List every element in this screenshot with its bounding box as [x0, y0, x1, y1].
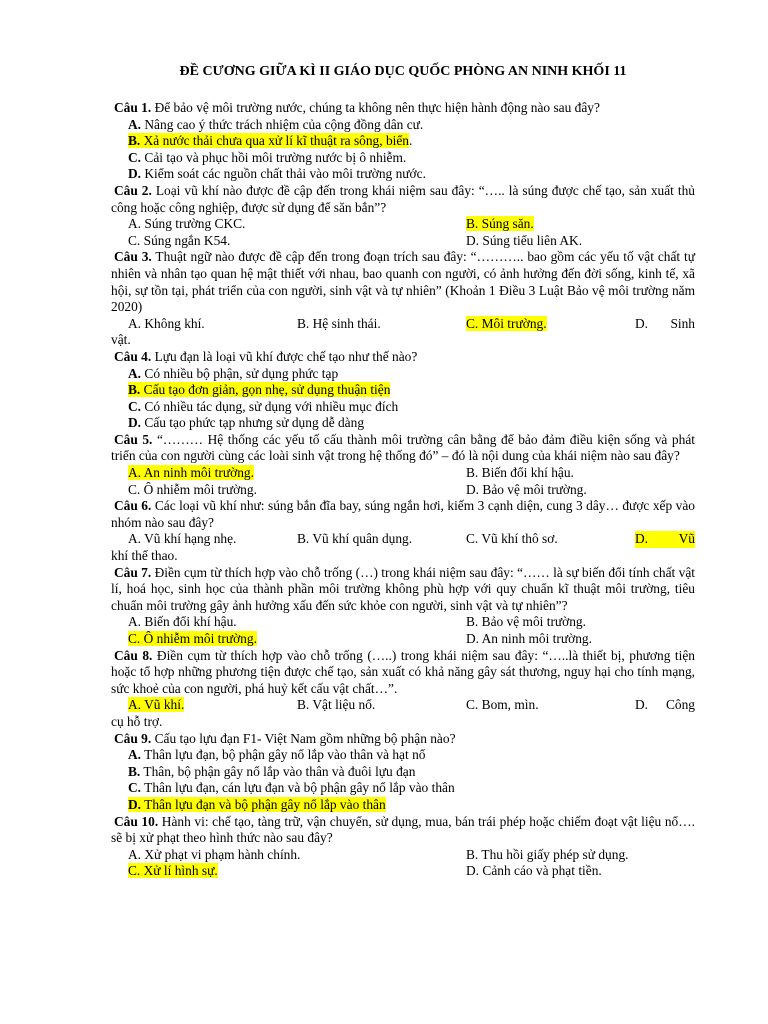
option-d: D. Kiểm soát các nguồn chất thải vào môi trường nước.: [128, 166, 426, 182]
question-2: [111, 183, 695, 249]
question-stem: [111, 731, 695, 748]
question-8: [111, 648, 695, 731]
options-row: [111, 847, 695, 864]
answer-highlight: B. Xả nước thải chưa qua xử lí kĩ thuật ra sông, biển: [128, 133, 409, 149]
option-b: B. Vật liệu nổ.: [297, 697, 376, 713]
option-c-correct: [128, 631, 466, 648]
question-6: [111, 498, 695, 564]
question-label: Câu 4.: [114, 348, 152, 364]
option-d: D. Bảo vệ môi trường.: [466, 481, 587, 497]
options-row: [111, 531, 695, 548]
option-b: B. Thu hồi giấy phép sử dụng.: [466, 846, 629, 862]
option-d: D. Sinh: [635, 315, 695, 331]
option-a: A. Súng trường CKC.: [128, 216, 246, 232]
option-a: A. Nâng cao ý thức trách nhiệm của cộng đồng dân cư.: [128, 116, 424, 132]
option-a: A. Có nhiều bộ phận, sử dụng phức tạp: [128, 365, 339, 381]
option-d: D. Công: [635, 697, 695, 713]
option-c: C. Ô nhiễm môi trường.: [128, 481, 257, 497]
option-c: C. Thân lựu đạn, cán lựu đạn và bộ phận gây nổ lắp vào thân: [128, 780, 455, 796]
option-a: A. Biến đổi khí hậu.: [128, 614, 237, 630]
options-row: [111, 465, 695, 482]
question-label: Câu 6.: [114, 498, 152, 514]
option-a-correct: [128, 465, 466, 482]
option-d-wrap: cụ hỗ trợ.: [111, 713, 163, 729]
question-text: Cấu tạo lựu đạn F1- Việt Nam gồm những bộ phận nào?: [151, 730, 456, 746]
question-9: [111, 731, 695, 814]
question-stem: [111, 432, 695, 465]
question-7: [111, 565, 695, 648]
answer-highlight: C. Môi trường.: [466, 315, 547, 331]
question-stem: [111, 183, 695, 216]
question-label: Câu 9.: [114, 730, 152, 746]
question-text: Thuật ngữ nào được đề cập đến trong đoạn trích sau đây: “……….. bao gồm các yếu tố vật chất tự nhiên và nhân tạo quan hệ mật thiết với nhau, bao quanh con người, có ảnh hưởng đến đời sống, kinh tế, xã hội, sự tồn tại, phát triển của con người, sinh vật và tự nhiên” (Khoản 1 Điều 3 Luật Bảo vệ môi trường năm 2020): [111, 249, 695, 315]
question-text: Điền cụm từ thích hợp vào chỗ trống (…..) trong khái niệm sau đây: “…..là thiết bị, phương tiện hoặc tổ hợp những phương tiện được chế tạo, sản xuất có khả năng gây sát thương, nguy hại cho tính mạng, sức khoẻ của con người, phá huỷ kết cấu vật chất…”.: [111, 647, 695, 696]
question-text: Để bảo vệ môi trường nước, chúng ta không nên thực hiện hành động nào sau đây?: [151, 100, 600, 115]
option-a: A. Không khí.: [128, 315, 205, 331]
option-c: C. Có nhiều tác dụng, sử dụng với nhiều mục đích: [128, 398, 399, 414]
options-row: [111, 233, 695, 250]
options-row: [111, 316, 695, 333]
option-c-correct: [128, 863, 466, 880]
option-b: B. Hệ sinh thái.: [297, 315, 381, 331]
option-d-correct: D. Vũ: [635, 531, 695, 547]
option-d-correct: [111, 797, 695, 814]
question-label: Câu 8.: [114, 647, 153, 663]
question-3: [111, 249, 695, 349]
option-d: D. Cấu tạo phức tạp nhưng sử dụng dễ dàng: [128, 415, 365, 431]
question-text: Hành vi: chế tạo, tàng trữ, vận chuyển, sử dụng, mua, bán trái phép hoặc chiếm đoạt vật liệu nổ…. sẽ bị xử phạt theo hình thức nào sau đây?: [111, 813, 695, 846]
question-label: Câu 2.: [114, 182, 152, 198]
option-c: C. Bom, mìn.: [466, 697, 539, 713]
question-label: Câu 1.: [114, 100, 152, 115]
option-b-correct: [466, 216, 534, 233]
answer-highlight: A. An ninh môi trường.: [128, 465, 254, 481]
question-text: Loại vũ khí nào được đề cập đến trong khái niệm sau đây: “….. là súng được chế tạo, sản xuất thủ công hoặc công nghiệp, được sử dụng để săn bắn”?: [111, 182, 695, 215]
question-1: [111, 100, 695, 183]
question-stem: [111, 249, 695, 315]
question-text: Điền cụm từ thích hợp vào chỗ trống (…) trong khái niệm sau đây: “…… là sự biến đổi tính chất vật lí, hoá học, sinh học của thành phần môi trường không phù hợp với quy chuẩn kĩ thuật môi trường, tiêu chuẩn môi trường gây ảnh hưởng xấu đến sức khỏe con người, sinh vật và tự nhiên”?: [111, 564, 695, 613]
option-b-correct: B. Xả nước thải chưa qua xử lí kĩ thuật ra sông, biển.: [128, 133, 413, 149]
option-c: C. Vũ khí thô sơ.: [466, 531, 558, 547]
option-c-correct: [466, 316, 635, 333]
options-row: [111, 631, 695, 648]
option-a-correct: [128, 697, 297, 714]
option-b: B. Biến đổi khí hậu.: [466, 465, 574, 481]
option-d-wrap: khí thể thao.: [111, 548, 178, 564]
options-row: [111, 614, 695, 631]
question-stem: [111, 498, 695, 531]
question-label: Câu 10.: [114, 813, 159, 829]
option-a: A. Thân lựu đạn, bộ phận gây nổ lắp vào thân và hạt nổ: [128, 747, 426, 763]
question-stem: [111, 814, 695, 847]
answer-highlight: A. Vũ khí.: [128, 697, 185, 713]
question-stem: [111, 565, 695, 615]
question-5: [111, 432, 695, 498]
option-c: C. Súng ngắn K54.: [128, 232, 231, 248]
answer-highlight: B. Cấu tạo đơn giản, gọn nhẹ, sử dụng thuận tiện: [128, 382, 391, 398]
option-a: A. Xử phạt vi phạm hành chính.: [128, 846, 301, 862]
option-b: B. Thân, bộ phận gây nổ lắp vào thân và đuôi lựu đạn: [128, 763, 416, 779]
question-10: [111, 814, 695, 880]
option-d-wrap: vật.: [111, 332, 131, 348]
question-label: Câu 7.: [114, 564, 152, 580]
option-c: C. Cải tạo và phục hồi môi trường nước bị ô nhiễm.: [128, 149, 407, 165]
answer-highlight: B. Súng săn.: [466, 216, 534, 232]
question-text: “……… Hệ thống các yếu tố cấu thành môi trường cân bằng để bảo đảm điều kiện sống và phát triển của con người cùng các loài sinh vật trong hệ thống đó” – đó là nội dung của khái niệm nào sau đây?: [111, 431, 695, 464]
answer-highlight: C. Xử lí hình sự.: [128, 863, 218, 879]
question-label: Câu 5.: [114, 431, 153, 447]
answer-highlight: D. Thân lựu đạn và bộ phận gây nổ lắp vào thân: [128, 796, 386, 812]
option-b: B. Bảo vệ môi trường.: [466, 614, 586, 630]
page-title: ĐỀ CƯƠNG GIỮA KÌ II GIÁO DỤC QUỐC PHÒNG AN NINH KHỐI 11: [179, 64, 627, 79]
exam-page: [111, 64, 695, 880]
question-stem: [111, 349, 695, 366]
options-row: [111, 697, 695, 714]
options-row: [111, 216, 695, 233]
question-label: Câu 3.: [114, 249, 152, 265]
option-d: D. Cảnh cáo và phạt tiền.: [466, 863, 602, 879]
answer-highlight: C. Ô nhiễm môi trường.: [128, 631, 257, 646]
options-row: [111, 863, 695, 880]
options-row: [111, 482, 695, 499]
option-a: A. Vũ khí hạng nhẹ.: [128, 531, 237, 547]
option-b: B. Vũ khí quân dụng.: [297, 531, 413, 547]
option-d: D. Súng tiểu liên AK.: [466, 232, 583, 248]
question-stem: [111, 648, 695, 698]
question-4: [111, 349, 695, 432]
question-text: Lựu đạn là loại vũ khí được chế tạo như thế nào?: [151, 348, 418, 364]
option-b-correct: [111, 382, 695, 399]
question-text: Các loại vũ khí như: súng bắn đĩa bay, súng ngắn hơi, kiếm 3 cạnh diện, cung 3 dây… được xếp vào nhóm nào sau đây?: [111, 498, 695, 530]
option-d: D. An ninh môi trường.: [466, 631, 592, 646]
question-stem: [111, 100, 695, 117]
